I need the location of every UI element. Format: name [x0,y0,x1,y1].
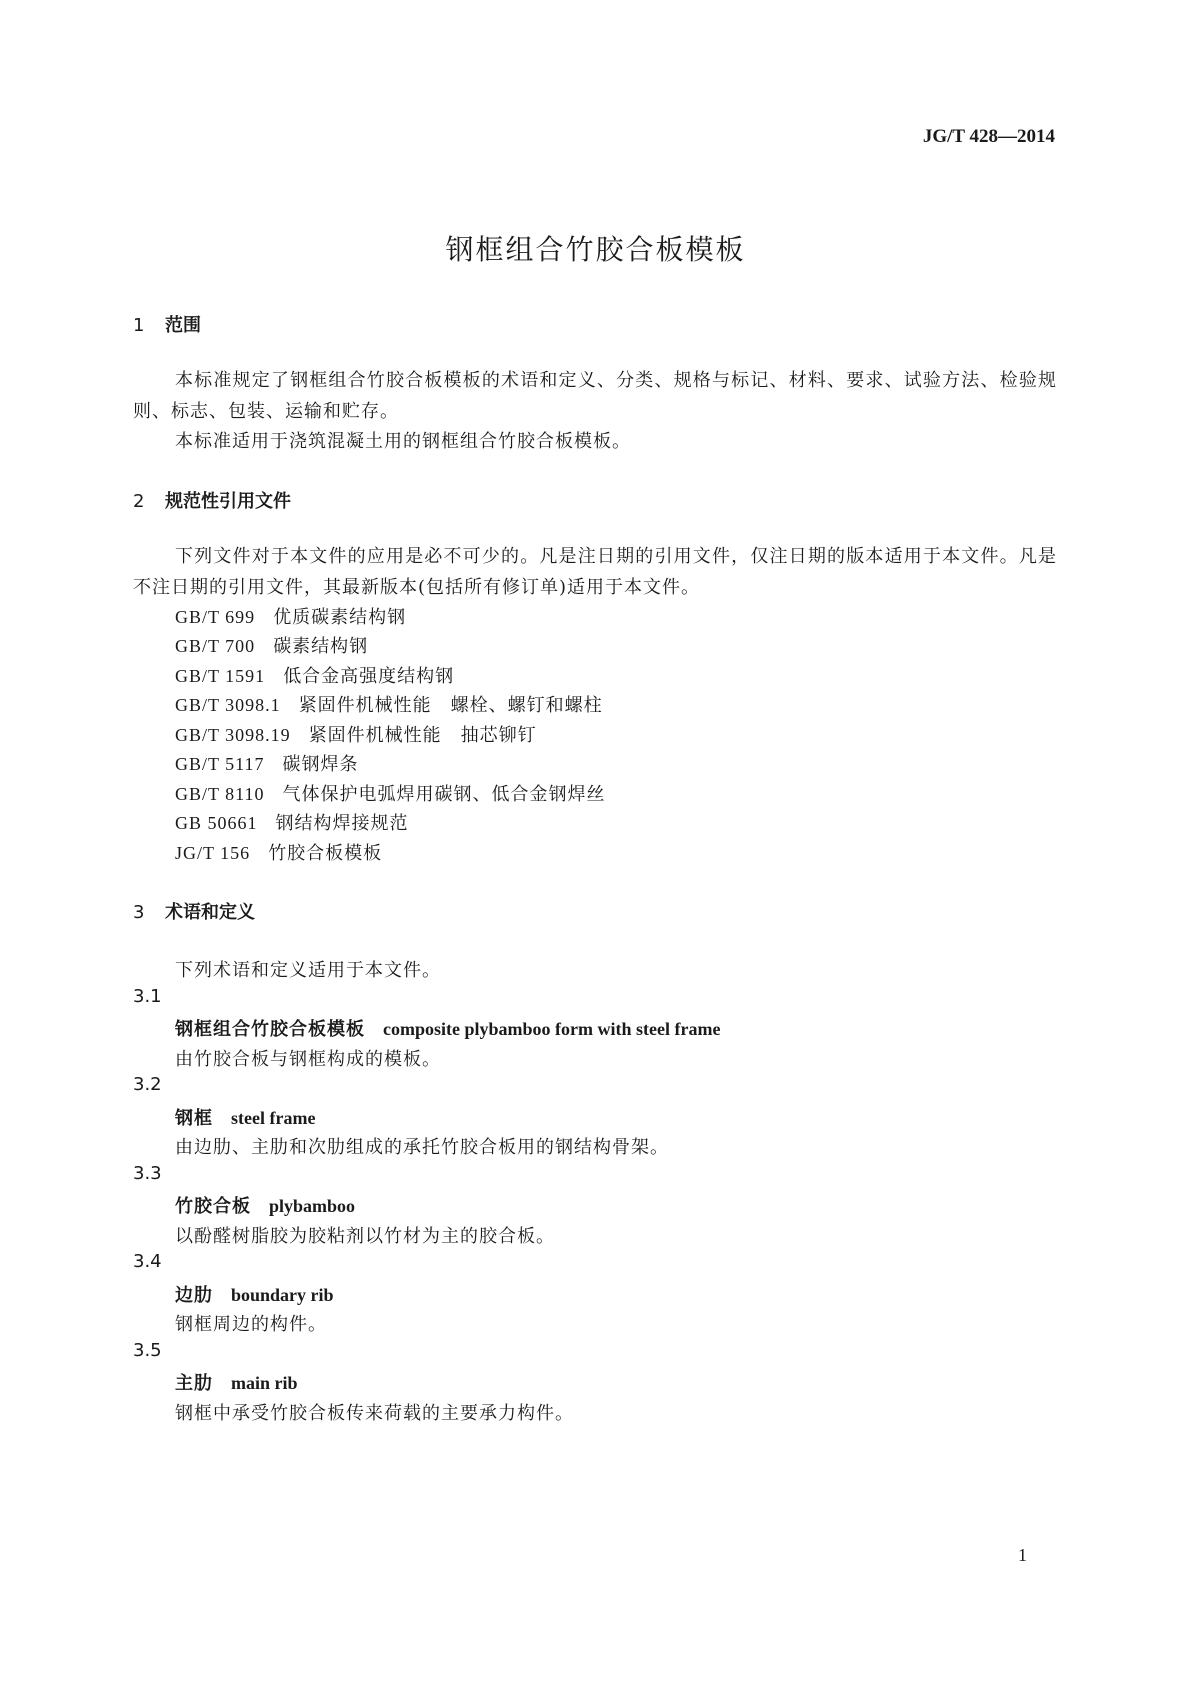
reference-code: GB 50661 [175,813,258,833]
term-zh: 钢框组合竹胶合板模板 [175,1019,365,1040]
term-definition: 由竹胶合板与钢框构成的模板。 [175,1049,441,1070]
reference-title: 钢结构焊接规范 [275,813,409,834]
reference-item [175,632,368,658]
reference-item [175,809,409,835]
term-zh: 边肋 [175,1285,213,1306]
reference-title: 优质碳素结构钢 [273,607,407,628]
term-zh: 竹胶合板 [175,1196,251,1217]
reference-item [175,780,606,806]
term-definition: 钢框中承受竹胶合板传来荷载的主要承力构件。 [175,1403,574,1424]
document-title: 钢框组合竹胶合板模板 [445,233,746,266]
reference-title: 紧固件机械性能 螺栓、螺钉和螺柱 [298,695,603,716]
reference-code: GB/T 1591 [175,666,266,686]
term-heading [175,1281,334,1307]
term-en: steel frame [231,1108,316,1128]
term-heading [175,1104,315,1130]
term-heading [175,1192,355,1218]
section-1-heading [133,311,201,337]
reference-code: GB/T 3098.19 [175,725,291,745]
term-zh: 主肋 [175,1373,213,1394]
reference-code: GB/T 8110 [175,784,265,804]
section-2-heading [133,487,291,513]
section-number: 2 [133,491,145,512]
term-en: boundary rib [231,1285,334,1305]
term-number: 3.2 [133,1074,162,1095]
page-number: 1 [1018,1545,1027,1565]
section-title: 术语和定义 [165,902,255,923]
section-1-paragraph-1: 本标准规定了钢框组合竹胶合板模板的术语和定义、分类、规格与标记、材料、要求、试验方法、检验规则、标志、包装、运输和贮存。 [133,370,1057,422]
reference-title: 低合金高强度结构钢 [283,666,455,687]
reference-code: GB/T 3098.1 [175,695,281,715]
reference-code: GB/T 700 [175,636,256,656]
section-title: 范围 [165,315,201,336]
reference-title: 碳素结构钢 [273,636,369,657]
reference-item [175,750,359,776]
section-title: 规范性引用文件 [165,491,291,512]
term-number: 3.5 [133,1340,162,1361]
reference-title: 气体保护电弧焊用碳钢、低合金钢焊丝 [282,784,606,805]
section-3-intro: 下列术语和定义适用于本文件。 [175,960,441,981]
reference-title: 紧固件机械性能 抽芯铆钉 [308,725,537,746]
reference-item [175,721,537,747]
term-en: plybamboo [269,1196,356,1216]
reference-item [175,691,603,717]
term-number: 3.3 [133,1163,162,1184]
section-2-paragraph: 下列文件对于本文件的应用是必不可少的。凡是注日期的引用文件，仅注日期的版本适用于本文件。凡是不注日期的引用文件，其最新版本(包括所有修订单)适用于本文件。 [133,546,1057,598]
term-number: 3.4 [133,1251,162,1272]
section-number: 3 [133,902,145,923]
term-en: main rib [231,1373,298,1393]
section-number: 1 [133,315,145,336]
term-heading [175,1369,298,1395]
term-definition: 以酚醛树脂胶为胶粘剂以竹材为主的胶合板。 [175,1226,555,1247]
section-3-heading [133,898,255,924]
reference-title: 竹胶合板模板 [268,843,383,864]
term-definition: 钢框周边的构件。 [175,1314,327,1335]
standard-number: JG/T 428—2014 [922,126,1055,147]
reference-item [175,662,454,688]
term-heading [175,1015,720,1041]
term-zh: 钢框 [175,1108,213,1129]
term-definition: 由边肋、主肋和次肋组成的承托竹胶合板用的钢结构骨架。 [175,1137,669,1158]
reference-title: 碳钢焊条 [282,754,359,775]
reference-code: GB/T 5117 [175,754,265,774]
reference-item [175,839,382,865]
reference-code: JG/T 156 [175,843,251,863]
section-1-paragraph-2: 本标准适用于浇筑混凝土用的钢框组合竹胶合板模板。 [175,431,631,452]
term-en: composite plybamboo form with steel frame [383,1019,721,1039]
term-number: 3.1 [133,986,162,1007]
reference-code: GB/T 699 [175,607,256,627]
reference-item [175,603,406,629]
